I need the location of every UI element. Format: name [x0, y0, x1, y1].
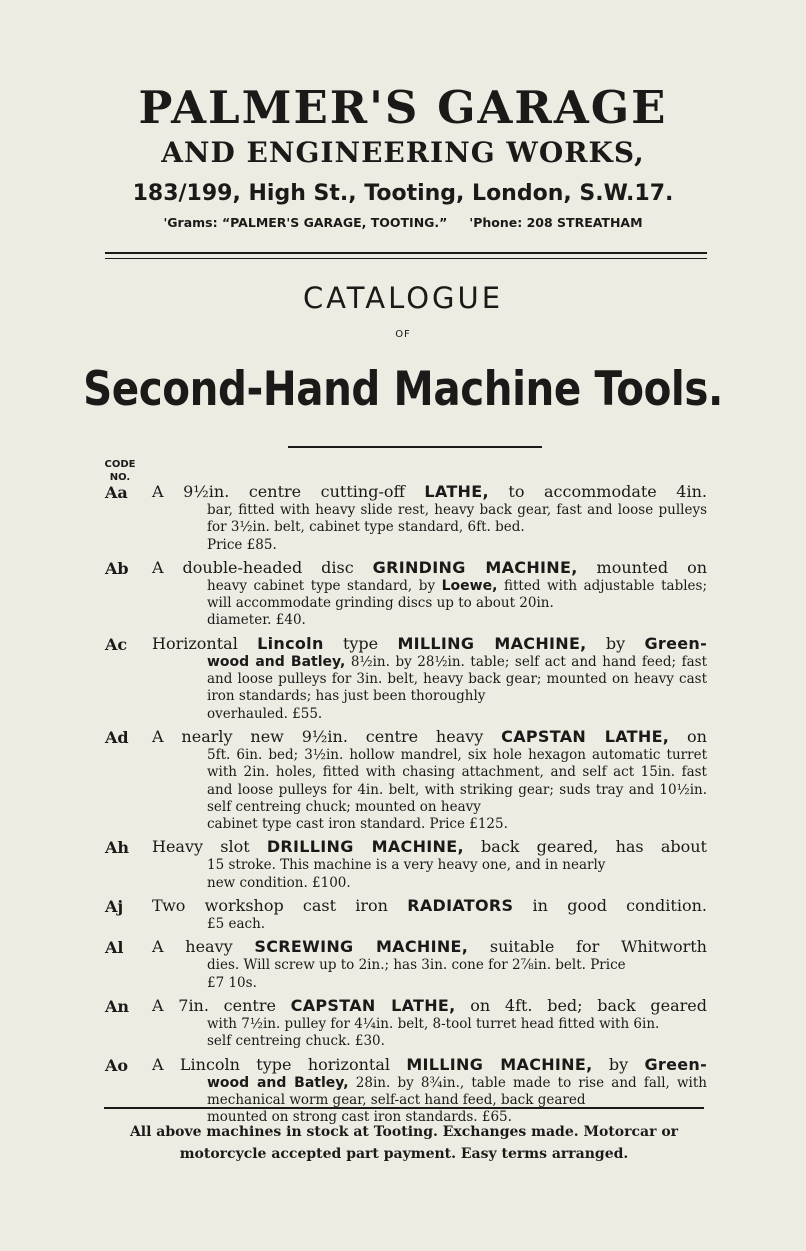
item-text: fitted with adjustable tables; will accommodate grinding discs up to about 20in.	[207, 577, 707, 612]
footer-line1: All above machines in stock at Tooting. Exchanges made. Motorcar or	[129, 1124, 679, 1140]
item-price: £7 10s.	[207, 974, 257, 991]
code-number-label	[104, 458, 136, 484]
item-text: A heavy	[152, 937, 255, 957]
phone-number: 'Phone: 208 STREATHAM	[469, 215, 643, 230]
item-text: 15 stroke. This machine is a very heavy one, and in nearly	[207, 857, 606, 874]
list-item	[105, 482, 707, 554]
code-label-line2: NO.	[109, 472, 131, 483]
item-code: Al	[105, 938, 124, 958]
title-rule	[288, 446, 542, 448]
item-text: by	[586, 633, 645, 653]
item-machine-name: CAPSTAN LATHE,	[501, 726, 670, 746]
item-maker-name: Green-	[644, 633, 708, 653]
item-description	[207, 747, 707, 816]
item-maker-name: wood and Batley,	[207, 1074, 349, 1091]
item-price: £5 each.	[207, 916, 266, 933]
footer-line2: motorcycle accepted part payment. Easy terms arranged.	[179, 1146, 629, 1162]
item-headline	[152, 482, 707, 502]
item-code: Aj	[105, 897, 124, 917]
item-description	[207, 957, 707, 974]
item-machine-name: DRILLING MACHINE,	[266, 837, 464, 857]
item-headline	[152, 558, 707, 578]
catalogue-title: Second-Hand Machine Tools.	[83, 362, 723, 417]
item-price: overhauled. £55.	[207, 705, 323, 722]
item-headline	[152, 1055, 707, 1075]
company-subtitle: AND ENGINEERING WORKS,	[161, 136, 645, 169]
list-item	[105, 896, 707, 933]
item-text: dies. Will screw up to 2in.; has 3in. cone for 2⅞in. belt. Price	[207, 957, 626, 974]
item-maker-name: Loewe,	[441, 577, 498, 594]
item-text: by	[592, 1054, 645, 1074]
item-text: Horizontal	[152, 633, 258, 653]
item-text: on	[669, 726, 707, 746]
item-headline	[152, 634, 707, 654]
item-text: Heavy slot	[152, 837, 267, 857]
footer-note	[104, 1121, 704, 1165]
item-text: on 4ft. bed; back geared	[455, 995, 708, 1015]
item-price: cabinet type cast iron standard. Price £125.	[207, 816, 508, 833]
item-machine-name: RADIATORS	[407, 896, 514, 916]
item-text: in good condition.	[513, 896, 707, 916]
item-price: Price £85.	[207, 536, 277, 553]
contact-line	[0, 214, 806, 232]
item-machine-name: GRINDING MACHINE,	[372, 557, 578, 577]
list-item	[105, 727, 707, 833]
item-headline	[152, 996, 707, 1016]
item-description	[207, 1016, 707, 1033]
catalogue-of: OF	[395, 329, 411, 340]
item-price: mounted on strong cast iron standards. £65.	[207, 1109, 512, 1126]
company-address: 183/199, High St., Tooting, London, S.W.17.	[132, 181, 674, 206]
item-headline	[152, 727, 707, 747]
list-item	[105, 634, 707, 723]
item-machine-name: MILLING MACHINE,	[406, 1054, 593, 1074]
item-headline	[152, 896, 707, 916]
item-text: heavy cabinet type standard, by	[207, 577, 442, 594]
item-price: diameter. £40.	[207, 612, 306, 629]
item-code: Aa	[105, 483, 128, 502]
item-headline	[152, 937, 707, 957]
item-text: A Lincoln type horizontal	[152, 1054, 407, 1074]
company-name: PALMER'S GARAGE	[138, 81, 668, 134]
list-item	[105, 558, 707, 630]
item-machine-name: SCREWING MACHINE,	[254, 937, 469, 957]
item-description	[207, 1075, 707, 1110]
header-double-rule	[105, 252, 707, 259]
item-price: self centreing chuck. £30.	[207, 1033, 385, 1050]
item-text: 28in. by 8¾in., table made to rise and fall, with mechanical worm gear, self-act hand feed, back geared	[207, 1074, 707, 1108]
item-machine-name: LATHE,	[424, 482, 489, 501]
item-text: A 9½in. centre cutting-off	[152, 482, 425, 501]
entries-list	[105, 482, 707, 1130]
item-description	[207, 654, 707, 706]
item-maker-name: Green-	[644, 1054, 708, 1074]
item-maker-name: MILLING MACHINE,	[397, 633, 587, 653]
footer-rule	[104, 1107, 704, 1109]
item-price: new condition. £100.	[207, 874, 351, 891]
item-text: A double-headed disc	[152, 557, 373, 577]
item-text: bar, fitted with heavy slide rest, heavy back gear, fast and loose pulleys for 3½in. belt, cabinet type standard, 6ft. bed.	[207, 502, 707, 536]
item-machine-name: CAPSTAN LATHE,	[290, 995, 456, 1015]
item-code: Ab	[105, 558, 129, 578]
item-text: Two workshop cast iron	[152, 896, 408, 916]
item-code: Ac	[105, 634, 128, 654]
item-text: suitable for Whitworth	[468, 937, 707, 957]
item-maker-name: wood and Batley,	[207, 653, 346, 670]
item-headline	[152, 837, 707, 857]
item-code: Ad	[105, 727, 129, 747]
list-item	[105, 937, 707, 992]
item-code: An	[105, 996, 130, 1016]
item-text: type	[323, 633, 398, 653]
item-text: A nearly new 9½in. centre heavy	[152, 726, 502, 746]
item-description	[207, 578, 707, 613]
catalogue-heading: CATALOGUE	[302, 281, 504, 315]
item-machine-name: Lincoln	[257, 633, 324, 653]
telegram-address: 'Grams: “PALMER'S GARAGE, TOOTING.”	[163, 215, 448, 230]
item-code: Ao	[105, 1055, 129, 1075]
item-text: 8½in. by 28½in. table; self act and hand feed; fast and loose pulleys for 3in. belt, heavy back gear; mounted on heavy cast iron standards; has just been thoroughly	[207, 653, 707, 705]
list-item	[105, 837, 707, 892]
item-text: 5ft. 6in. bed; 3½in. hollow mandrel, six hole hexagon automatic turret with 2in. holes, fitted with chasing attachment, and self act 15in. fast and loose pulleys for 4in. belt, with striking gear; suds tray and 10½in. self centreing chuck; mounted on heavy	[207, 746, 707, 815]
item-text: back geared, has about	[463, 837, 707, 857]
item-text: A 7in. centre	[152, 995, 291, 1015]
item-text: to accommodate 4in.	[488, 482, 707, 501]
list-item	[105, 1055, 707, 1127]
item-description	[207, 857, 707, 874]
code-label-line1: CODE	[104, 459, 136, 470]
list-item	[105, 996, 707, 1051]
item-description	[207, 502, 707, 537]
item-text: mounted on	[577, 557, 708, 577]
item-text: with 7½in. pulley for 4¼in. belt, 8-tool turret head fitted with 6in.	[207, 1015, 660, 1032]
item-code: Ah	[105, 838, 130, 858]
